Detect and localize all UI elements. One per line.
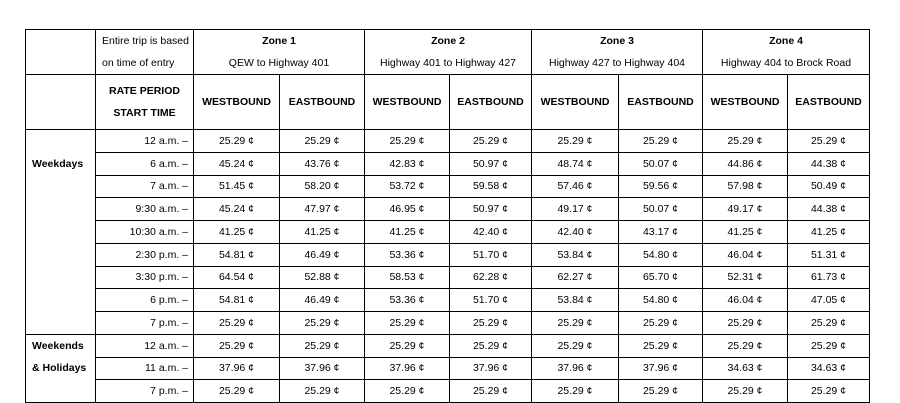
toll-rate-cell: 51.70 ¢ xyxy=(450,289,532,312)
day-group-label xyxy=(26,243,96,266)
rate-period-start-time: 6 a.m. – xyxy=(96,152,194,175)
toll-rate-cell: 51.31 ¢ xyxy=(788,243,870,266)
table-row xyxy=(26,221,870,244)
toll-rate-cell: 64.54 ¢ xyxy=(194,266,280,289)
toll-rate-cell: 42.83 ¢ xyxy=(365,152,450,175)
toll-rate-cell: 37.96 ¢ xyxy=(532,357,619,380)
toll-rate-cell: 59.58 ¢ xyxy=(450,175,532,198)
toll-rate-cell: 54.80 ¢ xyxy=(619,289,703,312)
toll-rate-cell: 46.49 ¢ xyxy=(280,243,365,266)
toll-rate-cell: 46.04 ¢ xyxy=(703,289,788,312)
toll-rate-cell: 57.46 ¢ xyxy=(532,175,619,198)
rate-period-start-time: 11 a.m. – xyxy=(96,357,194,380)
zone-3-eastbound-header: EASTBOUND xyxy=(619,75,703,130)
day-group-label: Weekdays xyxy=(26,152,96,175)
toll-rate-cell: 25.29 ¢ xyxy=(619,334,703,357)
toll-rate-cell: 25.29 ¢ xyxy=(703,130,788,153)
toll-rate-cell: 41.25 ¢ xyxy=(280,221,365,244)
toll-rate-cell: 41.25 ¢ xyxy=(365,221,450,244)
toll-rate-cell: 25.29 ¢ xyxy=(194,130,280,153)
table-row xyxy=(26,380,870,403)
toll-rate-cell: 52.31 ¢ xyxy=(703,266,788,289)
toll-rate-cell: 43.76 ¢ xyxy=(280,152,365,175)
toll-rate-cell: 25.29 ¢ xyxy=(788,312,870,335)
day-group-label xyxy=(26,221,96,244)
zone-3-range: Highway 427 to Highway 404 xyxy=(532,52,703,75)
toll-rate-cell: 25.29 ¢ xyxy=(365,130,450,153)
table-row xyxy=(26,198,870,221)
toll-rate-cell: 51.70 ¢ xyxy=(450,243,532,266)
toll-rate-table xyxy=(25,29,870,403)
toll-rate-cell: 25.29 ¢ xyxy=(280,380,365,403)
header-row-zones xyxy=(26,30,870,53)
zone-3-westbound-header: WESTBOUND xyxy=(532,75,619,130)
table-row xyxy=(26,289,870,312)
toll-rate-cell: 25.29 ¢ xyxy=(788,334,870,357)
toll-rate-cell: 25.29 ¢ xyxy=(280,334,365,357)
toll-rate-cell: 37.96 ¢ xyxy=(280,357,365,380)
corner-cell-3 xyxy=(26,75,96,130)
table-row xyxy=(26,334,870,357)
corner-cell-2 xyxy=(26,52,96,75)
toll-rate-cell: 54.80 ¢ xyxy=(619,243,703,266)
toll-rate-cell: 34.63 ¢ xyxy=(788,357,870,380)
zone-1-westbound-header: WESTBOUND xyxy=(194,75,280,130)
toll-rate-cell: 47.97 ¢ xyxy=(280,198,365,221)
toll-rate-cell: 45.24 ¢ xyxy=(194,198,280,221)
toll-rate-cell: 53.36 ¢ xyxy=(365,243,450,266)
rate-period-start-time: 3:30 p.m. – xyxy=(96,266,194,289)
corner-cell xyxy=(26,30,96,53)
toll-rate-cell: 25.29 ¢ xyxy=(619,130,703,153)
header-row-directions xyxy=(26,75,870,130)
toll-rate-cell: 50.97 ¢ xyxy=(450,152,532,175)
rate-period-start-time: 12 a.m. – xyxy=(96,334,194,357)
table-row xyxy=(26,266,870,289)
day-group-label xyxy=(26,175,96,198)
toll-rate-cell: 37.96 ¢ xyxy=(365,357,450,380)
toll-rate-cell: 41.25 ¢ xyxy=(788,221,870,244)
toll-rate-cell: 53.84 ¢ xyxy=(532,243,619,266)
table-row xyxy=(26,152,870,175)
rate-period-line1: RATE PERIOD xyxy=(109,85,180,97)
rate-period-start-time: 7 p.m. – xyxy=(96,312,194,335)
toll-rate-cell: 50.07 ¢ xyxy=(619,198,703,221)
entire-trip-note-line2: on time of entry xyxy=(96,52,194,75)
zone-2-name: Zone 2 xyxy=(365,30,532,53)
zone-1-name: Zone 1 xyxy=(194,30,365,53)
zone-4-name: Zone 4 xyxy=(703,30,870,53)
rate-period-start-time: 7 p.m. – xyxy=(96,380,194,403)
toll-rate-cell: 25.29 ¢ xyxy=(280,312,365,335)
toll-rate-cell: 47.05 ¢ xyxy=(788,289,870,312)
day-group-label: & Holidays xyxy=(26,357,96,380)
toll-rate-cell: 44.86 ¢ xyxy=(703,152,788,175)
toll-rate-cell: 25.29 ¢ xyxy=(365,380,450,403)
toll-rate-cell: 50.49 ¢ xyxy=(788,175,870,198)
rate-period-line2: START TIME xyxy=(113,107,176,119)
toll-rate-cell: 25.29 ¢ xyxy=(788,380,870,403)
rate-period-header xyxy=(96,75,194,130)
toll-rate-cell: 25.29 ¢ xyxy=(450,130,532,153)
zone-4-eastbound-header: EASTBOUND xyxy=(788,75,870,130)
day-group-label xyxy=(26,198,96,221)
toll-rate-cell: 37.96 ¢ xyxy=(619,357,703,380)
toll-rate-cell: 46.95 ¢ xyxy=(365,198,450,221)
day-group-label xyxy=(26,266,96,289)
toll-rate-cell: 37.96 ¢ xyxy=(194,357,280,380)
table-row xyxy=(26,243,870,266)
toll-rate-cell: 59.56 ¢ xyxy=(619,175,703,198)
rate-period-start-time: 2:30 p.m. – xyxy=(96,243,194,266)
toll-rate-cell: 25.29 ¢ xyxy=(365,334,450,357)
toll-rate-cell: 25.29 ¢ xyxy=(194,334,280,357)
entire-trip-note-line1: Entire trip is based xyxy=(96,30,194,53)
toll-rate-cell: 25.29 ¢ xyxy=(450,380,532,403)
toll-rate-cell: 62.27 ¢ xyxy=(532,266,619,289)
toll-rate-cell: 25.29 ¢ xyxy=(619,380,703,403)
toll-rate-cell: 41.25 ¢ xyxy=(703,221,788,244)
toll-rate-cell: 46.04 ¢ xyxy=(703,243,788,266)
toll-rate-cell: 44.38 ¢ xyxy=(788,198,870,221)
zone-3-name: Zone 3 xyxy=(532,30,703,53)
toll-rate-cell: 25.29 ¢ xyxy=(619,312,703,335)
day-group-label xyxy=(26,312,96,335)
toll-rate-cell: 25.29 ¢ xyxy=(280,130,365,153)
toll-rate-cell: 53.36 ¢ xyxy=(365,289,450,312)
rate-period-start-time: 6 p.m. – xyxy=(96,289,194,312)
toll-rate-cell: 51.45 ¢ xyxy=(194,175,280,198)
toll-rate-cell: 54.81 ¢ xyxy=(194,243,280,266)
day-group-label: Weekends xyxy=(26,334,96,357)
toll-rate-cell: 25.29 ¢ xyxy=(788,130,870,153)
toll-rate-cell: 48.74 ¢ xyxy=(532,152,619,175)
toll-rate-cell: 41.25 ¢ xyxy=(194,221,280,244)
toll-rate-cell: 61.73 ¢ xyxy=(788,266,870,289)
toll-rate-cell: 25.29 ¢ xyxy=(532,312,619,335)
header-row-ranges xyxy=(26,52,870,75)
toll-rate-cell: 53.72 ¢ xyxy=(365,175,450,198)
toll-rate-cell: 25.29 ¢ xyxy=(532,380,619,403)
toll-rate-cell: 25.29 ¢ xyxy=(532,334,619,357)
toll-rate-cell: 25.29 ¢ xyxy=(365,312,450,335)
toll-rate-cell: 44.38 ¢ xyxy=(788,152,870,175)
toll-rate-cell: 49.17 ¢ xyxy=(703,198,788,221)
day-group-label xyxy=(26,380,96,403)
toll-rate-cell: 57.98 ¢ xyxy=(703,175,788,198)
zone-4-range: Highway 404 to Brock Road xyxy=(703,52,870,75)
toll-rate-cell: 25.29 ¢ xyxy=(194,312,280,335)
toll-rate-cell: 45.24 ¢ xyxy=(194,152,280,175)
toll-rate-cell: 37.96 ¢ xyxy=(450,357,532,380)
zone-2-eastbound-header: EASTBOUND xyxy=(450,75,532,130)
toll-rate-cell: 25.29 ¢ xyxy=(703,312,788,335)
toll-rate-cell: 25.29 ¢ xyxy=(450,334,532,357)
toll-rate-cell: 54.81 ¢ xyxy=(194,289,280,312)
rate-period-start-time: 9:30 a.m. – xyxy=(96,198,194,221)
zone-4-westbound-header: WESTBOUND xyxy=(703,75,788,130)
table-row xyxy=(26,357,870,380)
day-group-label xyxy=(26,289,96,312)
toll-rate-cell: 34.63 ¢ xyxy=(703,357,788,380)
rate-period-start-time: 12 a.m. – xyxy=(96,130,194,153)
toll-rate-cell: 42.40 ¢ xyxy=(532,221,619,244)
toll-rate-cell: 53.84 ¢ xyxy=(532,289,619,312)
toll-rate-cell: 58.53 ¢ xyxy=(365,266,450,289)
zone-2-westbound-header: WESTBOUND xyxy=(365,75,450,130)
toll-rate-cell: 50.07 ¢ xyxy=(619,152,703,175)
zone-2-range: Highway 401 to Highway 427 xyxy=(365,52,532,75)
toll-rate-cell: 49.17 ¢ xyxy=(532,198,619,221)
rate-period-start-time: 7 a.m. – xyxy=(96,175,194,198)
toll-rate-cell: 25.29 ¢ xyxy=(194,380,280,403)
toll-rate-cell: 25.29 ¢ xyxy=(703,380,788,403)
toll-rate-cell: 25.29 ¢ xyxy=(450,312,532,335)
zone-1-eastbound-header: EASTBOUND xyxy=(280,75,365,130)
toll-rate-cell: 43.17 ¢ xyxy=(619,221,703,244)
table-row xyxy=(26,312,870,335)
toll-rate-cell: 58.20 ¢ xyxy=(280,175,365,198)
toll-rate-cell: 46.49 ¢ xyxy=(280,289,365,312)
toll-rate-cell: 65.70 ¢ xyxy=(619,266,703,289)
table-row xyxy=(26,130,870,153)
toll-rate-cell: 25.29 ¢ xyxy=(703,334,788,357)
toll-rate-cell: 62.28 ¢ xyxy=(450,266,532,289)
table-row xyxy=(26,175,870,198)
toll-rate-cell: 50.97 ¢ xyxy=(450,198,532,221)
zone-1-range: QEW to Highway 401 xyxy=(194,52,365,75)
toll-rate-cell: 52.88 ¢ xyxy=(280,266,365,289)
toll-rate-cell: 25.29 ¢ xyxy=(532,130,619,153)
toll-rate-cell: 42.40 ¢ xyxy=(450,221,532,244)
day-group-label xyxy=(26,130,96,153)
rate-period-start-time: 10:30 a.m. – xyxy=(96,221,194,244)
